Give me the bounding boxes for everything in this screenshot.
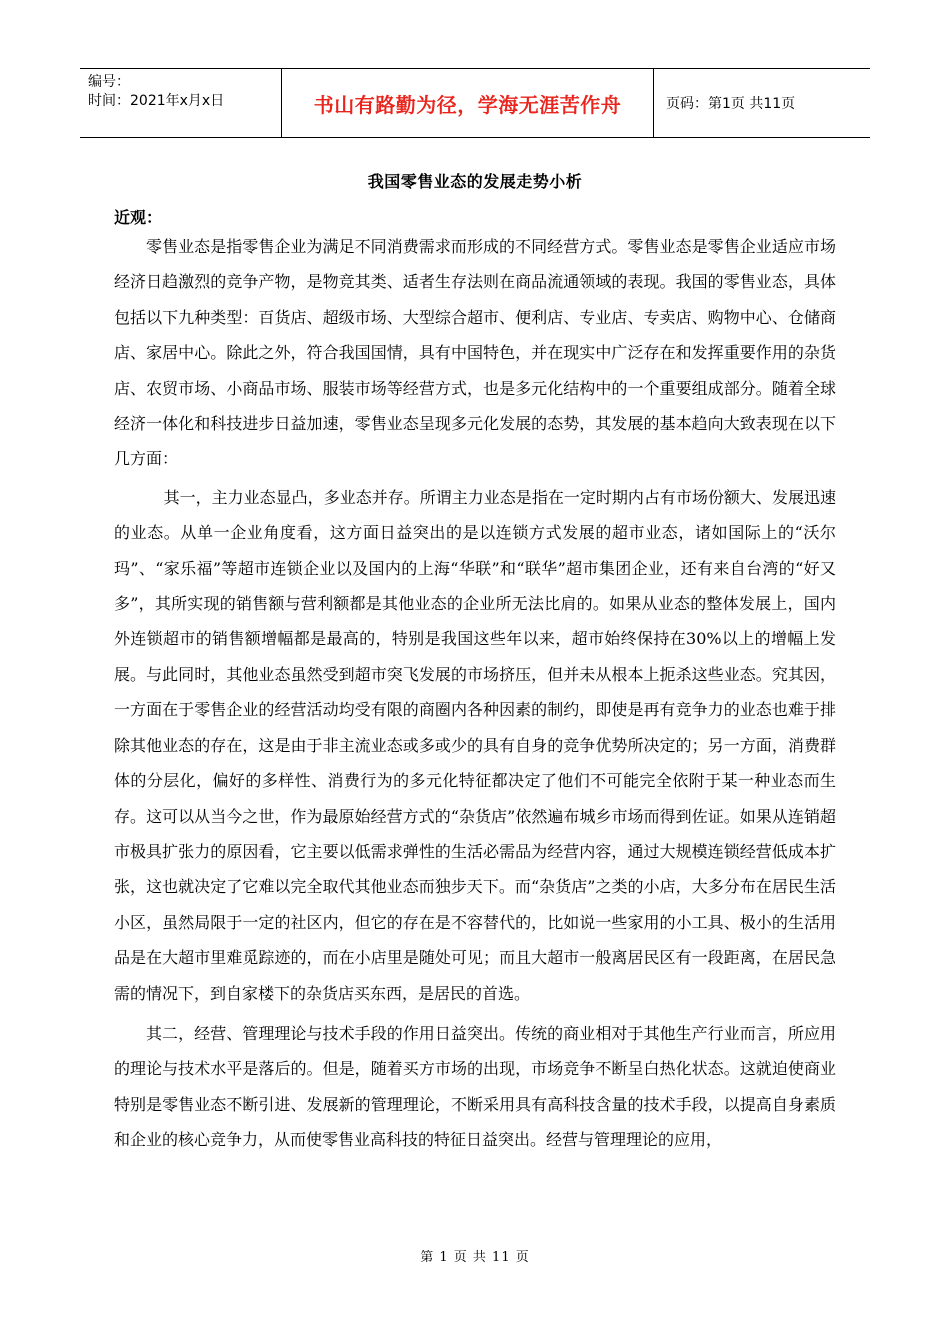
section-subheading: 近观：	[114, 208, 163, 227]
header-page-info: 页码：第1页 共11页	[666, 96, 796, 112]
document-date-label: 时间：2021年x月x日	[88, 93, 225, 109]
document-title: 我国零售业态的发展走势小析	[367, 172, 583, 191]
page-footer: 第 1 页 共 11 页	[420, 1250, 530, 1265]
paragraph-intro: 零售业态是指零售企业为满足不同消费需求而形成的不同经营方式。零售业态是零售企业适应市场经济日趋激烈的竞争产物，是物竞其类、适者生存法则在商品流通领域的表现。我国的零售业态，具体包括以下九种类型：百货店、超级市场、大型综合超市、便利店、专业店、专卖店、购物中心、仓储商店、家居中心。除此之外，符合我国国情，具有中国特色，并在现实中广泛存在和发挥重要作用的杂货店、农贸市场、小商品市场、服装市场等经营方式，也是多元化结构中的一个重要组成部分。随着全球经济一体化和科技进步日益加速，零售业态呈现多元化发展的态势，其发展的基本趋向大致表现在以下几方面：	[114, 237, 836, 469]
paragraph-point-one: 其一，主力业态显凸，多业态并存。所谓主力业态是指在一定时期内占有市场份额大、发展迅速的业态。从单一企业角度看，这方面日益突出的是以连锁方式发展的超市业态，诸如国际上的“沃尔玛”、“家乐福”等超市连锁企业以及国内的上海“华联”和“联华”超市集团企业，还有来自台湾的“好又多”，其所实现的销售额与营利额都是其他业态的企业所无法比肩的。如果从业态的整体发展上，国内外连锁超市的销售额增幅都是最高的，特别是我国这些年以来，超市始终保持在30%以上的增幅上发展。与此同时，其他业态虽然受到超市突飞发展的市场挤压，但并未从根本上扼杀这些业态。究其因，一方面在于零售企业的经营活动均受有限的商圈内各种因素的制约，即使是再有竞争力的业态也难于排除其他业态的存在，这是由于非主流业态或多或少的具有自身的竞争优势所决定的；另一方面，消费群体的分层化，偏好的多样性、消费行为的多元化特征都决定了他们不可能完全依附于某一种业态而生存。这可以从当今之世，作为最原始经营方式的“杂货店”依然遍布城乡市场而得到佐证。如果从连销超市极具扩张力的原因看，它主要以低需求弹性的生活必需品为经营内容，通过大规模连锁经营低成本扩张，这也就决定了它难以完全取代其他业态而独步天下。而“杂货店”之类的小店，大多分布在居民生活小区，虽然局限于一定的社区内，但它的存在是不容替代的，比如说一些家用的小工具、极小的生活用品是在大超市里难觅踪迹的，而在小店里是随处可见；而且大超市一般离居民区有一段距离，在居民急需的情况下，到自家楼下的杂货店买东西，是居民的首选。	[114, 487, 836, 1003]
header-motto: 书山有路勤为径，学海无涯苦作舟	[282, 69, 654, 137]
document-number-label: 编号：	[88, 74, 130, 90]
document-header	[80, 68, 870, 138]
paragraph-point-two: 其二，经营、管理理论与技术手段的作用日益突出。传统的商业相对于其他生产行业而言，所应用的理论与技术水平是落后的。但是，随着买方市场的出现，市场竞争不断呈白热化状态。这就迫使商业特别是零售业态不断引进、发展新的管理理论，不断采用具有高科技含量的技术手段，以提高自身素质和企业的核心竞争力，从而使零售业高科技的特征日益突出。经营与管理理论的应用，	[114, 1023, 836, 1150]
document-body	[114, 229, 836, 1158]
header-meta-cell	[80, 69, 282, 137]
